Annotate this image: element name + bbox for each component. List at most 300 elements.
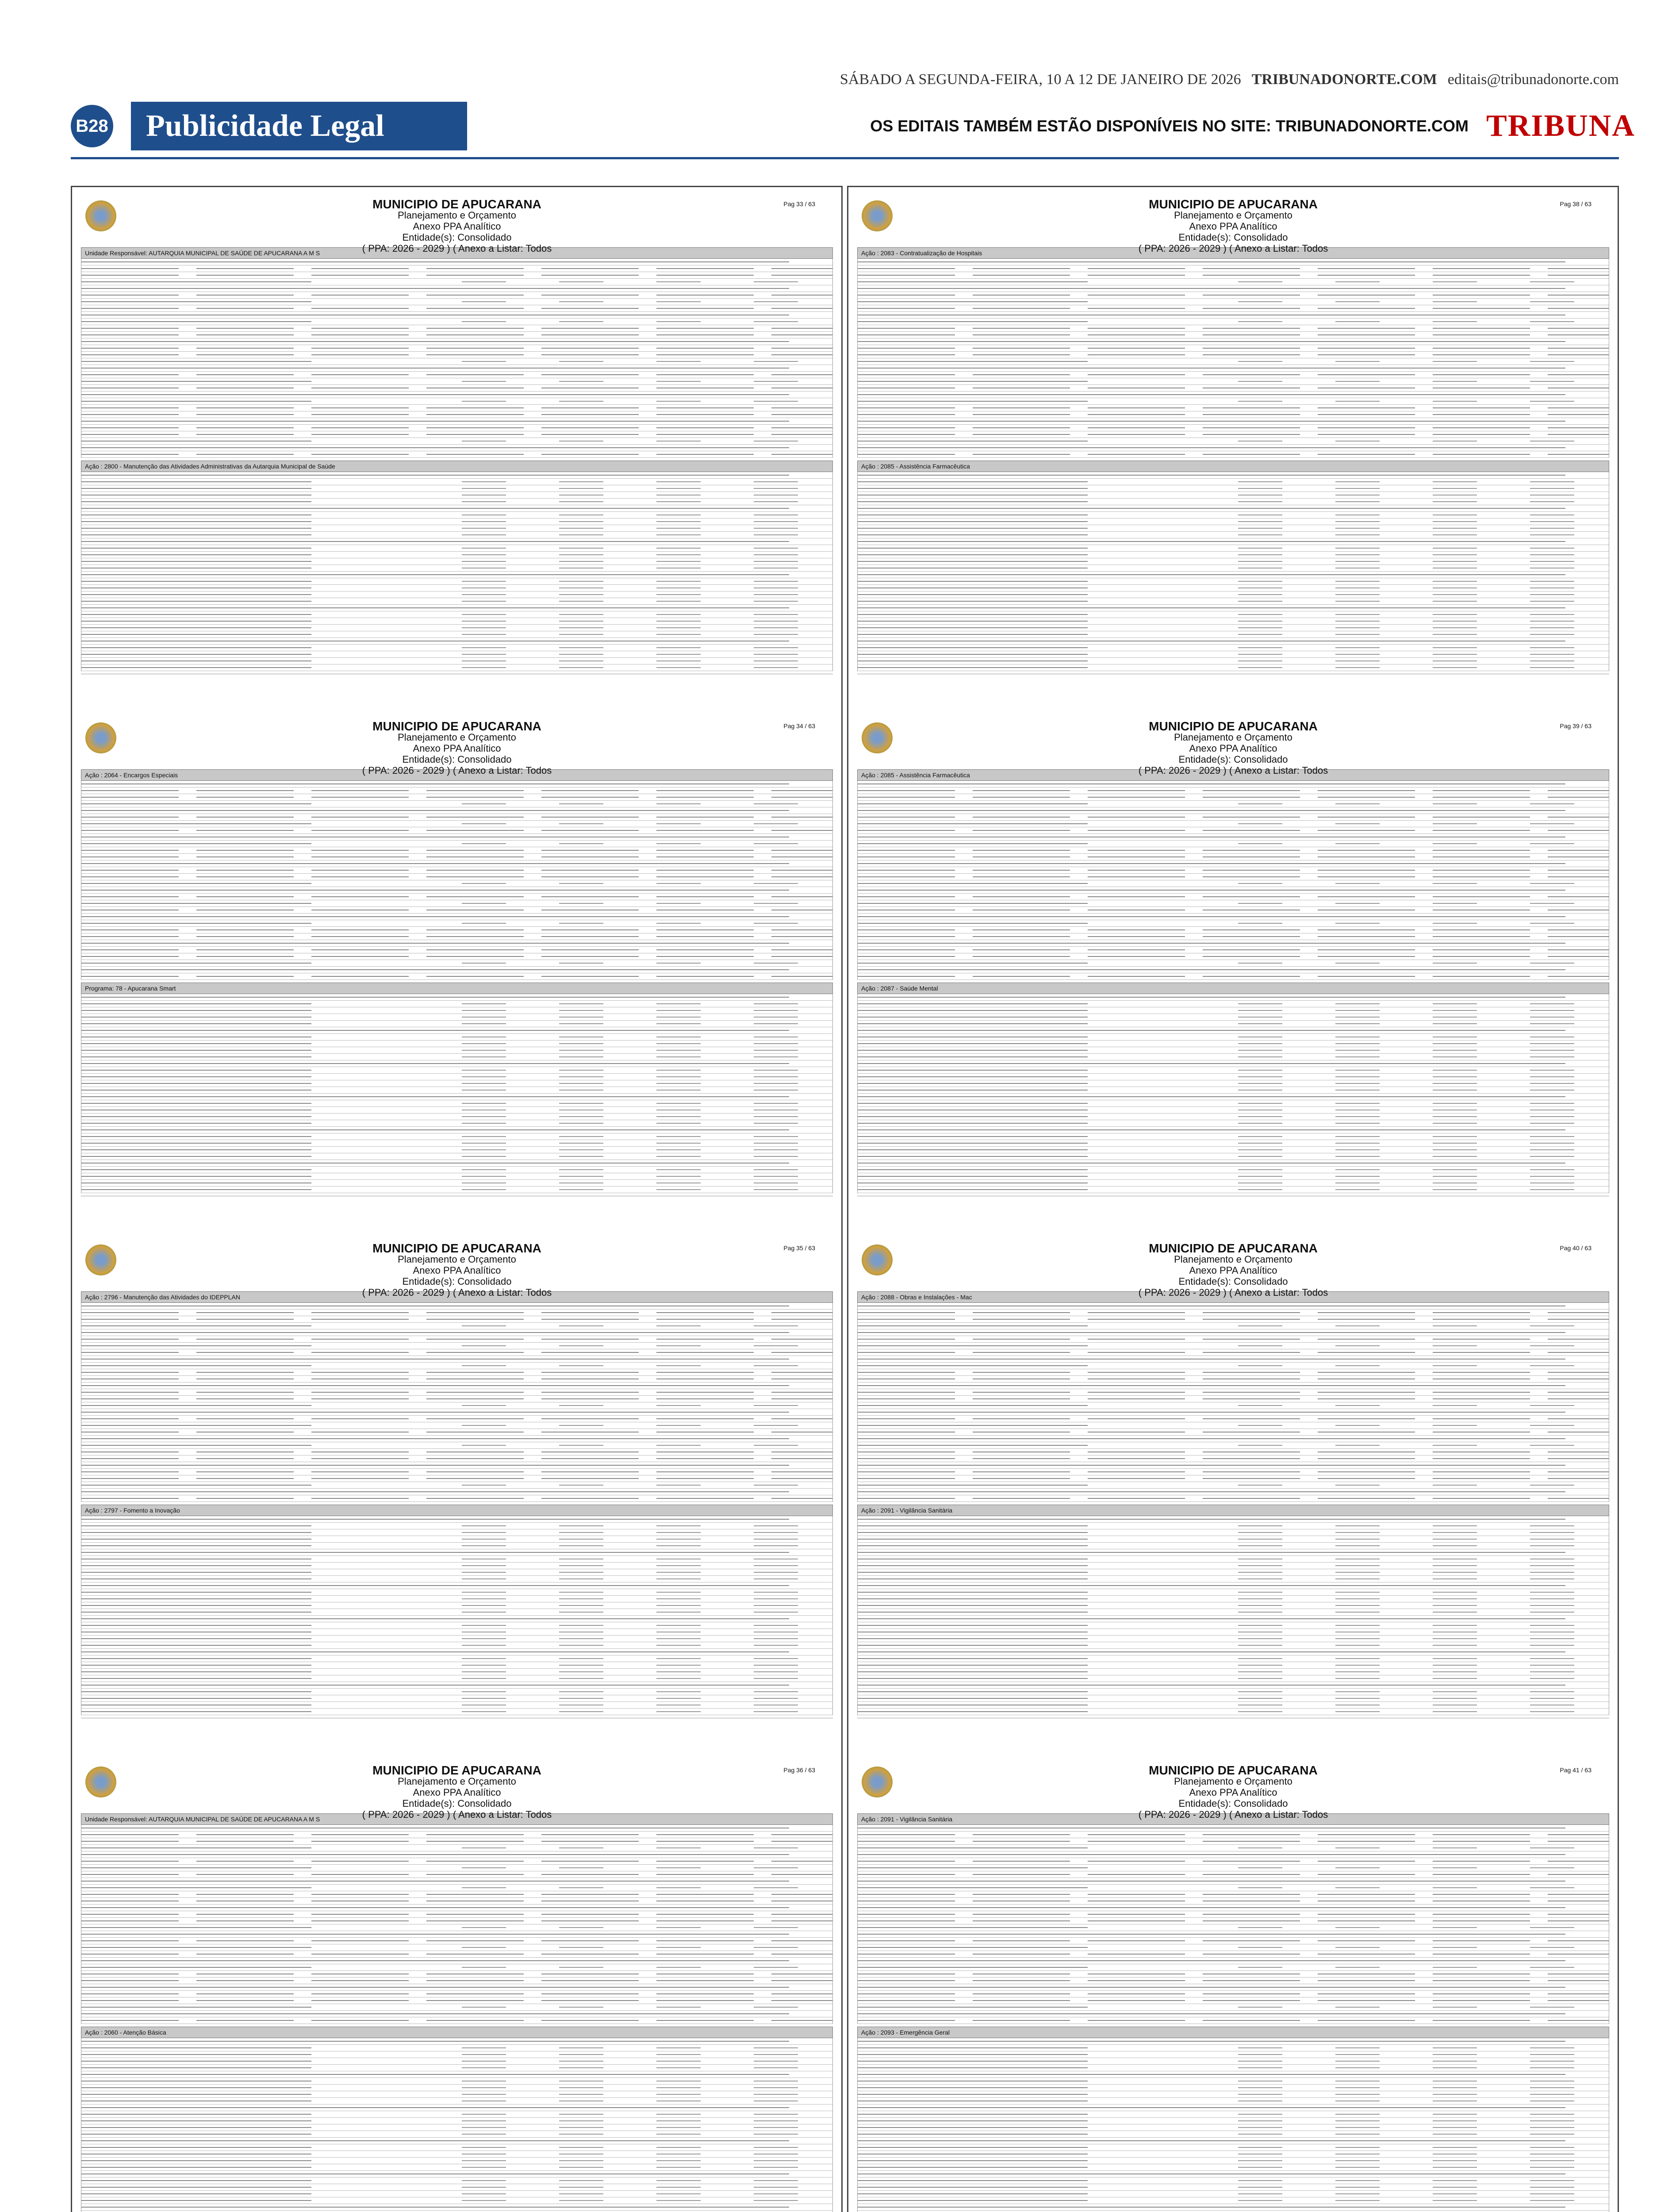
table-row — [858, 438, 1609, 445]
report-page — [857, 192, 1609, 675]
table-row — [81, 618, 832, 625]
table-row — [858, 1173, 1609, 1180]
table-row — [81, 492, 832, 499]
table-row — [81, 933, 832, 940]
table-row — [858, 532, 1609, 538]
title-line: Planejamento e Orçamento — [1174, 732, 1292, 743]
table-row — [858, 860, 1609, 867]
title-line: ( PPA: 2026 - 2029 ) ( Anexo a Listar: Todos — [362, 765, 552, 776]
table-row — [858, 2184, 1609, 2191]
report-footer — [857, 674, 1609, 675]
table-row — [858, 1596, 1609, 1602]
table-row — [81, 279, 832, 285]
table-row — [858, 1576, 1609, 1582]
table-row — [858, 259, 1609, 265]
table-row — [81, 1662, 832, 1669]
table-row — [81, 332, 832, 338]
table-row — [81, 2065, 832, 2071]
table-row — [81, 880, 832, 887]
table-row — [81, 272, 832, 279]
table-row — [858, 1475, 1609, 1482]
table-row — [81, 860, 832, 867]
table-row — [81, 1702, 832, 1709]
table-row — [81, 827, 832, 834]
table-row — [81, 1655, 832, 1662]
table-row — [81, 1369, 832, 1376]
table-row — [81, 1931, 832, 1938]
table-block — [81, 1303, 833, 1502]
title-line: Anexo PPA Analítico — [413, 1265, 501, 1276]
table-row — [81, 834, 832, 841]
table-row — [858, 1878, 1609, 1885]
table-row — [858, 658, 1609, 664]
table-row — [858, 664, 1609, 671]
tribuna-logo: TRIBUNA — [1486, 109, 1635, 143]
table-row — [81, 1153, 832, 1160]
table-row — [81, 398, 832, 405]
table-row — [81, 292, 832, 299]
table-row — [858, 2091, 1609, 2098]
table-block — [857, 1825, 1609, 2024]
table-row — [81, 1582, 832, 1589]
table-row — [858, 927, 1609, 933]
table-row — [81, 1529, 832, 1536]
table-row — [858, 1951, 1609, 1958]
table-row — [81, 2011, 832, 2017]
table-row — [858, 418, 1609, 425]
edition-date: SÁBADO A SEGUNDA-FEIRA, 10 A 12 DE JANEIRO DE 2026 — [840, 71, 1241, 88]
table-row — [858, 352, 1609, 358]
report-footer — [81, 1718, 833, 1719]
action-band: Ação : 2800 - Manutenção das Atividades Administrativas da Autarquia Municipal de Saúde — [81, 461, 833, 472]
action-band: Ação : 2083 - Contratualização de Hospitais — [857, 247, 1609, 259]
table-block — [81, 259, 833, 458]
table-row — [858, 1153, 1609, 1160]
table-block — [81, 781, 833, 980]
table-row — [858, 1938, 1609, 1944]
table-row — [81, 552, 832, 558]
table-row — [858, 1114, 1609, 1120]
table-row — [81, 651, 832, 658]
table-row — [858, 1329, 1609, 1336]
table-row — [81, 2038, 832, 2045]
table-row — [81, 1382, 832, 1389]
table-row — [858, 538, 1609, 545]
table-row — [81, 638, 832, 645]
table-block — [857, 1303, 1609, 1502]
table-row — [81, 411, 832, 418]
table-row — [81, 1609, 832, 1616]
table-row — [858, 1944, 1609, 1951]
table-row — [81, 1851, 832, 1858]
table-row — [858, 1100, 1609, 1107]
table-row — [858, 1303, 1609, 1310]
table-row — [858, 2085, 1609, 2091]
table-row — [858, 1582, 1609, 1589]
table-row — [858, 2118, 1609, 2124]
table-row — [858, 1629, 1609, 1636]
site-link[interactable]: TRIBUNADONORTE.COM — [1251, 71, 1437, 88]
table-row — [858, 967, 1609, 973]
report-page — [857, 1236, 1609, 1719]
table-row — [858, 807, 1609, 814]
table-row — [858, 847, 1609, 854]
table-block — [81, 2038, 833, 2212]
table-row — [81, 545, 832, 552]
action-band: Unidade Responsável: AUTARQUIA MUNICIPAL DE SAÚDE DE APUCARANA A M S — [81, 247, 833, 259]
table-row — [81, 1114, 832, 1120]
table-row — [81, 2004, 832, 2011]
table-row — [858, 625, 1609, 631]
table-row — [81, 1173, 832, 1180]
title-line: Planejamento e Orçamento — [398, 1254, 516, 1265]
table-row — [81, 940, 832, 947]
table-row — [81, 2191, 832, 2197]
table-row — [858, 1047, 1609, 1054]
table-row — [858, 525, 1609, 532]
table-row — [858, 2131, 1609, 2138]
page-indicator: Pag 41 / 63 — [1560, 1767, 1591, 1774]
email-link[interactable]: editais@tribunadonorte.com — [1447, 71, 1619, 88]
table-row — [81, 2051, 832, 2058]
table-row — [858, 1898, 1609, 1905]
table-row — [858, 638, 1609, 645]
table-row — [81, 1569, 832, 1576]
table-row — [858, 1167, 1609, 1173]
table-row — [858, 1891, 1609, 1898]
table-row — [858, 1416, 1609, 1422]
table-row — [858, 1107, 1609, 1114]
table-row — [81, 1482, 832, 1489]
municipio-name: MUNICIPIO DE APUCARANA — [1149, 719, 1318, 733]
table-row — [81, 299, 832, 305]
action-band: Ação : 2091 - Vigilância Sanitária — [857, 1813, 1609, 1825]
right-column — [847, 186, 1619, 2212]
table-row — [81, 2177, 832, 2184]
table-row — [81, 1323, 832, 1329]
table-row — [858, 1429, 1609, 1436]
title-line: Planejamento e Orçamento — [398, 732, 516, 743]
table-row — [858, 332, 1609, 338]
table-row — [858, 1363, 1609, 1369]
table-row — [81, 585, 832, 591]
table-row — [81, 605, 832, 611]
table-row — [858, 552, 1609, 558]
page-indicator: Pag 34 / 63 — [783, 722, 815, 730]
table-row — [858, 1984, 1609, 1991]
table-row — [81, 265, 832, 272]
table-row — [81, 1964, 832, 1971]
table-row — [858, 378, 1609, 385]
table-row — [858, 794, 1609, 801]
table-row — [81, 2078, 832, 2085]
table-row — [81, 1871, 832, 1878]
table-row — [81, 352, 832, 358]
table-row — [81, 807, 832, 814]
table-row — [858, 358, 1609, 365]
table-row — [858, 1316, 1609, 1323]
table-row — [81, 2111, 832, 2118]
table-row — [81, 794, 832, 801]
title-line: Anexo PPA Analítico — [413, 221, 501, 232]
table-row — [81, 1878, 832, 1885]
top-bar — [53, 66, 1619, 93]
table-row — [858, 814, 1609, 821]
table-row — [81, 973, 832, 980]
table-row — [81, 994, 832, 1001]
table-block — [857, 472, 1609, 671]
table-row — [858, 2138, 1609, 2144]
table-row — [81, 1495, 832, 1502]
table-row — [81, 1924, 832, 1931]
table-row — [858, 1622, 1609, 1629]
title-line: Entidade(s): Consolidado — [402, 232, 512, 243]
table-row — [858, 2191, 1609, 2197]
table-row — [81, 1087, 832, 1094]
table-row — [858, 1556, 1609, 1563]
title-line: Entidade(s): Consolidado — [1178, 232, 1288, 243]
table-row — [81, 2131, 832, 2138]
action-band: Ação : 2060 - Atenção Básica — [81, 2027, 833, 2038]
table-row — [81, 1422, 832, 1429]
table-row — [858, 1462, 1609, 1469]
table-row — [858, 2177, 1609, 2184]
table-row — [81, 319, 832, 325]
table-row — [858, 1689, 1609, 1695]
table-row — [858, 1616, 1609, 1622]
title-line: Entidade(s): Consolidado — [1178, 1276, 1288, 1287]
table-row — [858, 1997, 1609, 2004]
table-row — [858, 2124, 1609, 2131]
title-line: ( PPA: 2026 - 2029 ) ( Anexo a Listar: Todos — [1138, 1287, 1328, 1298]
table-row — [858, 1442, 1609, 1449]
table-row — [858, 1080, 1609, 1087]
header-rule — [71, 157, 1619, 159]
title-line: Entidade(s): Consolidado — [1178, 1798, 1288, 1809]
table-row — [81, 1918, 832, 1924]
table-row — [858, 319, 1609, 325]
table-row — [81, 1416, 832, 1422]
table-row — [858, 1060, 1609, 1067]
table-row — [81, 378, 832, 385]
table-row — [81, 801, 832, 807]
table-row — [858, 305, 1609, 312]
table-row — [858, 1609, 1609, 1616]
table-row — [858, 1845, 1609, 1851]
municipio-name: MUNICIPIO DE APUCARANA — [1149, 197, 1318, 211]
table-row — [858, 1027, 1609, 1034]
table-row — [858, 1094, 1609, 1100]
table-row — [858, 1087, 1609, 1094]
table-row — [81, 565, 832, 572]
table-block — [81, 472, 833, 671]
table-row — [858, 338, 1609, 345]
action-band: Ação : 2064 - Encargos Especiais — [81, 769, 833, 781]
table-row — [858, 1187, 1609, 1193]
table-row — [81, 960, 832, 967]
table-row — [81, 1449, 832, 1455]
table-row — [858, 973, 1609, 980]
table-row — [81, 920, 832, 927]
table-row — [81, 1669, 832, 1675]
table-row — [858, 1682, 1609, 1689]
table-row — [81, 2091, 832, 2098]
table-row — [858, 2004, 1609, 2011]
table-row — [81, 631, 832, 638]
table-row — [81, 538, 832, 545]
action-band: Ação : 2797 - Fomento a Inovação — [81, 1505, 833, 1516]
table-row — [858, 1489, 1609, 1495]
table-row — [858, 1549, 1609, 1556]
table-row — [858, 1642, 1609, 1649]
table-row — [858, 1389, 1609, 1396]
table-row — [81, 1682, 832, 1689]
title-line: Entidade(s): Consolidado — [402, 1798, 512, 1809]
table-row — [81, 1649, 832, 1655]
table-row — [858, 272, 1609, 279]
table-row — [81, 1160, 832, 1167]
table-row — [858, 1825, 1609, 1832]
table-row — [81, 1689, 832, 1695]
table-row — [81, 1978, 832, 1984]
table-row — [81, 431, 832, 438]
report-title — [857, 1765, 1609, 1820]
table-row — [81, 1140, 832, 1147]
table-row — [858, 425, 1609, 431]
table-row — [858, 827, 1609, 834]
table-row — [858, 1695, 1609, 1702]
table-row — [858, 2017, 1609, 2024]
table-row — [81, 927, 832, 933]
left-column — [71, 186, 843, 2212]
table-row — [81, 505, 832, 512]
table-row — [858, 1422, 1609, 1429]
table-row — [81, 1376, 832, 1382]
table-row — [858, 1885, 1609, 1891]
table-row — [81, 285, 832, 292]
table-row — [81, 1858, 832, 1865]
table-row — [858, 499, 1609, 505]
table-row — [858, 451, 1609, 458]
table-row — [81, 2138, 832, 2144]
action-band: Ação : 2085 - Assistência Farmacêutica — [857, 769, 1609, 781]
table-row — [858, 2164, 1609, 2171]
table-row — [81, 2058, 832, 2065]
table-row — [81, 1349, 832, 1356]
table-row — [858, 2144, 1609, 2151]
table-row — [81, 591, 832, 598]
report-page — [81, 1236, 833, 1719]
table-row — [858, 1074, 1609, 1080]
table-row — [81, 525, 832, 532]
table-row — [81, 1898, 832, 1905]
table-row — [858, 392, 1609, 398]
title-line: ( PPA: 2026 - 2029 ) ( Anexo a Listar: Todos — [362, 243, 552, 254]
table-row — [858, 1180, 1609, 1187]
table-row — [81, 451, 832, 458]
table-row — [81, 479, 832, 485]
title-line: Planejamento e Orçamento — [398, 1776, 516, 1787]
table-row — [81, 259, 832, 265]
table-row — [81, 1589, 832, 1596]
table-row — [81, 485, 832, 492]
table-row — [81, 1180, 832, 1187]
table-row — [81, 1885, 832, 1891]
table-row — [858, 605, 1609, 611]
table-row — [858, 1356, 1609, 1363]
action-band: Ação : 2088 - Obras e Instalações - Mac — [857, 1291, 1609, 1303]
table-row — [858, 1007, 1609, 1014]
table-row — [858, 1455, 1609, 1462]
table-row — [858, 1675, 1609, 1682]
table-row — [81, 894, 832, 900]
report-title — [81, 721, 833, 776]
table-block — [857, 781, 1609, 980]
table-row — [81, 1911, 832, 1918]
table-row — [81, 338, 832, 345]
page-indicator: Pag 40 / 63 — [1560, 1244, 1591, 1252]
table-row — [858, 1649, 1609, 1655]
table-row — [858, 1918, 1609, 1924]
title-line: ( PPA: 2026 - 2029 ) ( Anexo a Listar: Todos — [1138, 243, 1328, 254]
table-row — [858, 1034, 1609, 1041]
table-row — [858, 1858, 1609, 1865]
table-row — [858, 2078, 1609, 2085]
table-row — [858, 1709, 1609, 1715]
page-indicator: Pag 36 / 63 — [783, 1767, 815, 1774]
table-row — [858, 1001, 1609, 1007]
table-row — [81, 1991, 832, 1997]
table-row — [81, 1329, 832, 1336]
table-row — [858, 947, 1609, 953]
table-row — [81, 1549, 832, 1556]
table-row — [81, 1396, 832, 1402]
table-row — [858, 867, 1609, 874]
table-row — [81, 1060, 832, 1067]
table-row — [858, 325, 1609, 332]
report-footer — [81, 1196, 833, 1197]
title-line: Anexo PPA Analítico — [413, 1787, 501, 1798]
table-row — [81, 1442, 832, 1449]
table-row — [858, 841, 1609, 847]
table-row — [81, 1642, 832, 1649]
table-row — [858, 1133, 1609, 1140]
action-band: Ação : 2085 - Assistência Farmacêutica — [857, 461, 1609, 472]
section-header — [71, 102, 1635, 150]
table-row — [858, 312, 1609, 319]
table-row — [81, 1167, 832, 1173]
table-row — [858, 1931, 1609, 1938]
action-band: Ação : 2091 - Vigilância Sanitária — [857, 1505, 1609, 1516]
table-row — [858, 485, 1609, 492]
table-row — [858, 854, 1609, 860]
table-row — [81, 1616, 832, 1622]
table-row — [858, 372, 1609, 378]
table-row — [81, 1838, 832, 1845]
table-row — [858, 2045, 1609, 2051]
table-row — [858, 279, 1609, 285]
table-row — [81, 358, 832, 365]
table-row — [858, 345, 1609, 352]
table-row — [858, 1662, 1609, 1669]
table-row — [81, 2045, 832, 2051]
page-number-badge: B28 — [71, 105, 113, 147]
table-row — [858, 572, 1609, 578]
title-line: ( PPA: 2026 - 2029 ) ( Anexo a Listar: Todos — [362, 1287, 552, 1298]
table-row — [858, 1147, 1609, 1153]
table-block — [81, 1825, 833, 2024]
municipio-name: MUNICIPIO DE APUCARANA — [372, 197, 541, 211]
